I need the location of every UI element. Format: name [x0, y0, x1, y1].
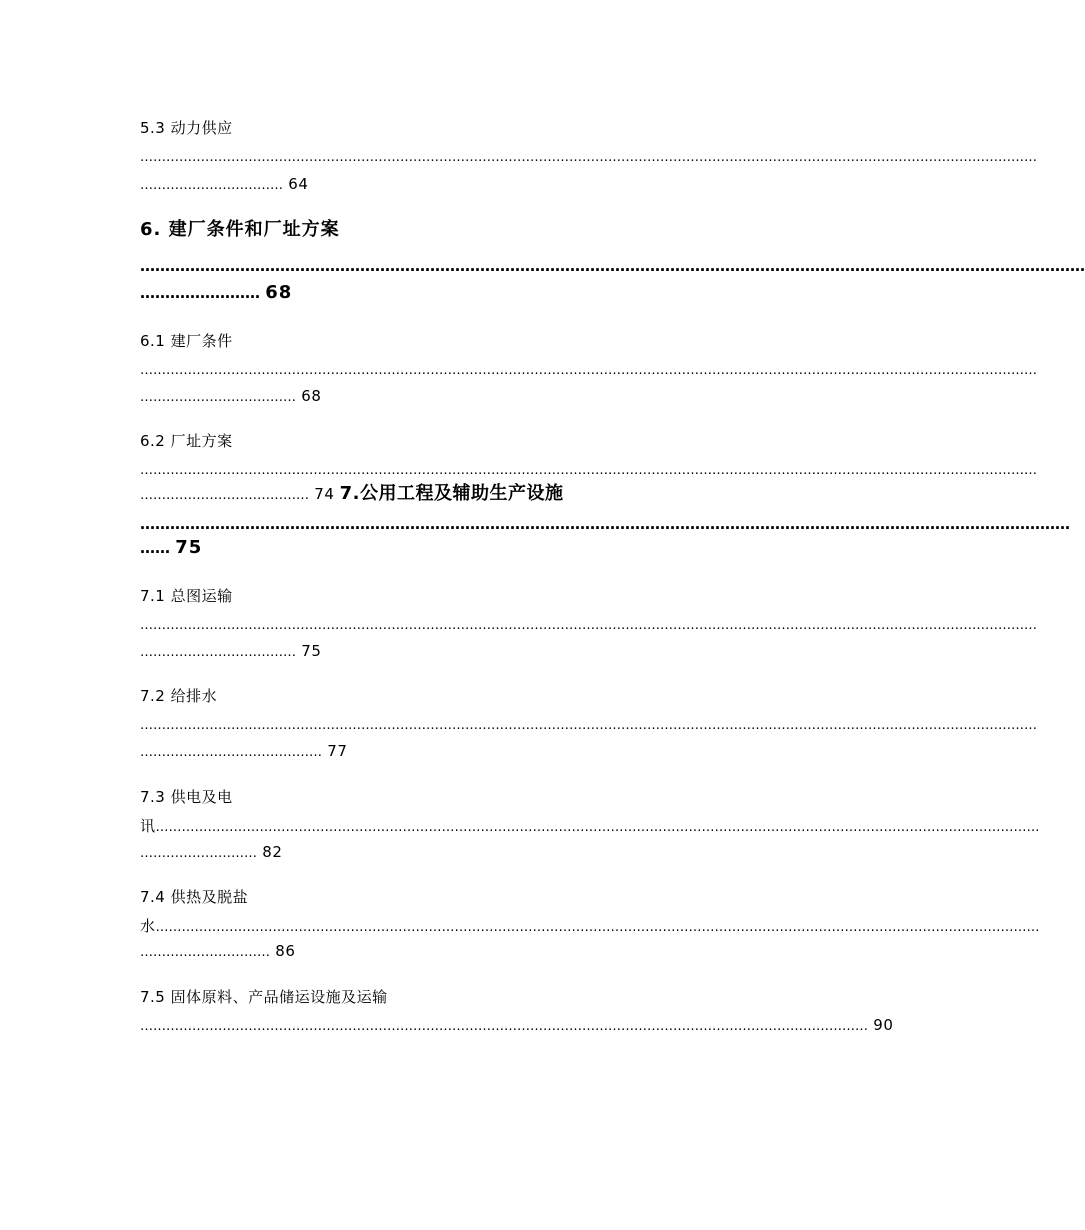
toc-entry-7-1-title: 7.1 总图运输 [140, 587, 233, 605]
toc-entry-7-title: 7.公用工程及辅助生产设施 [339, 483, 564, 504]
toc-leader-dots: ………………………… [140, 945, 270, 960]
toc-entry-7-2-title: 7.2 给排水 [140, 687, 218, 705]
toc-leader-dots: …………………………………… [140, 745, 322, 760]
toc-entry-7-3-title: 7.3 供电及电 [140, 788, 233, 806]
toc-leader-dots: …………………… [140, 284, 260, 302]
toc-entry-6-page: 68 [265, 282, 293, 303]
toc-entry-7-4-page: 86 [275, 942, 296, 960]
toc-entry-6-1-page: 68 [301, 387, 322, 405]
toc-entry-7-5-title: 7.5 固体原料、产品储运设施及运输 [140, 988, 388, 1006]
toc-leader-dots: ……………………………… [140, 390, 296, 405]
toc-entry-7-1-page: 75 [301, 642, 322, 660]
toc-leader-dots: ……………………………………………………………………………………………………………………………………………………………………………………… [140, 150, 1037, 165]
toc-page [140, 0, 1085, 1230]
toc-entry-5-3-page: 64 [288, 175, 309, 193]
toc-leader-dots: …………………………………………………………………………………………………………………………………………………… [140, 1019, 868, 1034]
toc-leader-dots: …… [140, 539, 170, 557]
toc-leader-dots: …………………………………………………………………………………………………………………………………………………………………… [140, 515, 1070, 533]
toc-leader-dots: …………………………………………………………………………………………………………………………………………………………………………………… [155, 820, 1040, 835]
toc-leader-dots: ……………………………………………………………………………………………………………………………………………………………………… [140, 257, 1085, 275]
toc-entry-7-4-title: 7.4 供热及脱盐 [140, 888, 249, 906]
toc-leader-dots: …………………………………………………………………………………………………………………………………………………………………………………… [155, 920, 1040, 935]
toc-entry-7-5-page: 90 [873, 1016, 894, 1034]
toc-leader-dots: ……………………………………………………………………………………………………………………………………………………………………………………… [140, 718, 1037, 733]
toc-leader-dots: ……………………………… [140, 645, 296, 660]
toc-entry-6-2-title: 6.2 厂址方案 [140, 432, 233, 450]
toc-entry-7-2-page: 77 [327, 742, 348, 760]
toc-entry-7-page: 75 [175, 537, 203, 558]
toc-entry-5-3-title: 5.3 动力供应 [140, 119, 233, 137]
toc-leader-dots: ………………………………… [140, 488, 309, 503]
toc-leader-dots: ……………………………………………………………………………………………………………………………………………………………………………………… [140, 618, 1037, 633]
toc-entry-6-1-title: 6.1 建厂条件 [140, 332, 233, 350]
toc-leader-dots: …………………………… [140, 178, 283, 193]
toc-entry-7-4-title-cont: 水 [140, 917, 156, 935]
toc-leader-dots: ……………………………………………………………………………………………………………………………………………………………………………………… [140, 463, 1037, 478]
toc-entry-6-2-page: 74 [314, 485, 335, 503]
toc-entry-7-3-page: 82 [262, 843, 283, 861]
toc-entry-7-3-title-cont: 讯 [140, 817, 156, 835]
toc-entry-6-title: 6. 建厂条件和厂址方案 [140, 219, 340, 240]
toc-leader-dots: ……………………… [140, 846, 257, 861]
toc-leader-dots: ……………………………………………………………………………………………………………………………………………………………………………………… [140, 363, 1037, 378]
